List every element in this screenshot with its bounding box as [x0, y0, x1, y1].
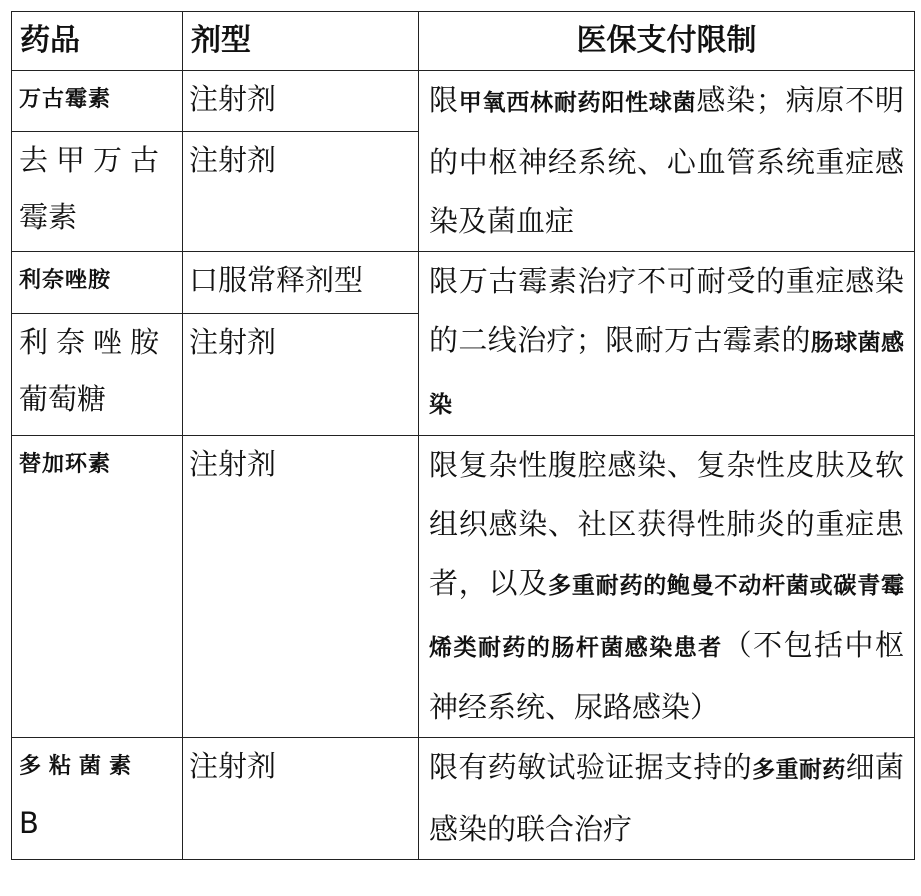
drug-name: 利奈唑胺 — [12, 252, 183, 314]
dosage-form: 注射剂 — [183, 131, 419, 251]
header-restriction: 医保支付限制 — [419, 12, 915, 71]
drug-name: 去甲万古 霉素 — [12, 131, 183, 251]
dosage-form: 注射剂 — [183, 313, 419, 435]
restriction-text: 限万古霉素治疗不可耐受的重症感染的二线治疗；限耐万古霉素的肠球菌感染 — [419, 252, 915, 436]
header-form: 剂型 — [183, 12, 419, 71]
header-drug: 药品 — [12, 12, 183, 71]
drug-name: 替加环素 — [12, 436, 183, 738]
table-row — [12, 436, 915, 738]
restriction-text: 限有药敏试验证据支持的多重耐药细菌感染的联合治疗 — [419, 738, 915, 860]
drug-name: 利奈唑胺 葡萄糖 — [12, 313, 183, 435]
table-header-row — [12, 12, 915, 71]
restriction-text: 限甲氧西林耐药阳性球菌感染；病原不明的中枢神经系统、心血管系统重症感染及菌血症 — [419, 71, 915, 252]
dosage-form: 注射剂 — [183, 738, 419, 860]
table-row — [12, 738, 915, 860]
drug-restriction-table — [11, 11, 915, 860]
drug-name: 万古霉素 — [12, 71, 183, 132]
drug-name: 多粘菌素 B — [12, 738, 183, 860]
table-row — [12, 252, 915, 314]
dosage-form: 口服常释剂型 — [183, 252, 419, 314]
restriction-text: 限复杂性腹腔感染、复杂性皮肤及软组织感染、社区获得性肺炎的重症患者，以及多重耐药的鲍曼不动杆菌或碳青霉烯类耐药的肠杆菌感染患者（不包括中枢神经系统、尿路感染） — [419, 436, 915, 738]
dosage-form: 注射剂 — [183, 436, 419, 738]
dosage-form: 注射剂 — [183, 71, 419, 132]
table-row — [12, 71, 915, 132]
